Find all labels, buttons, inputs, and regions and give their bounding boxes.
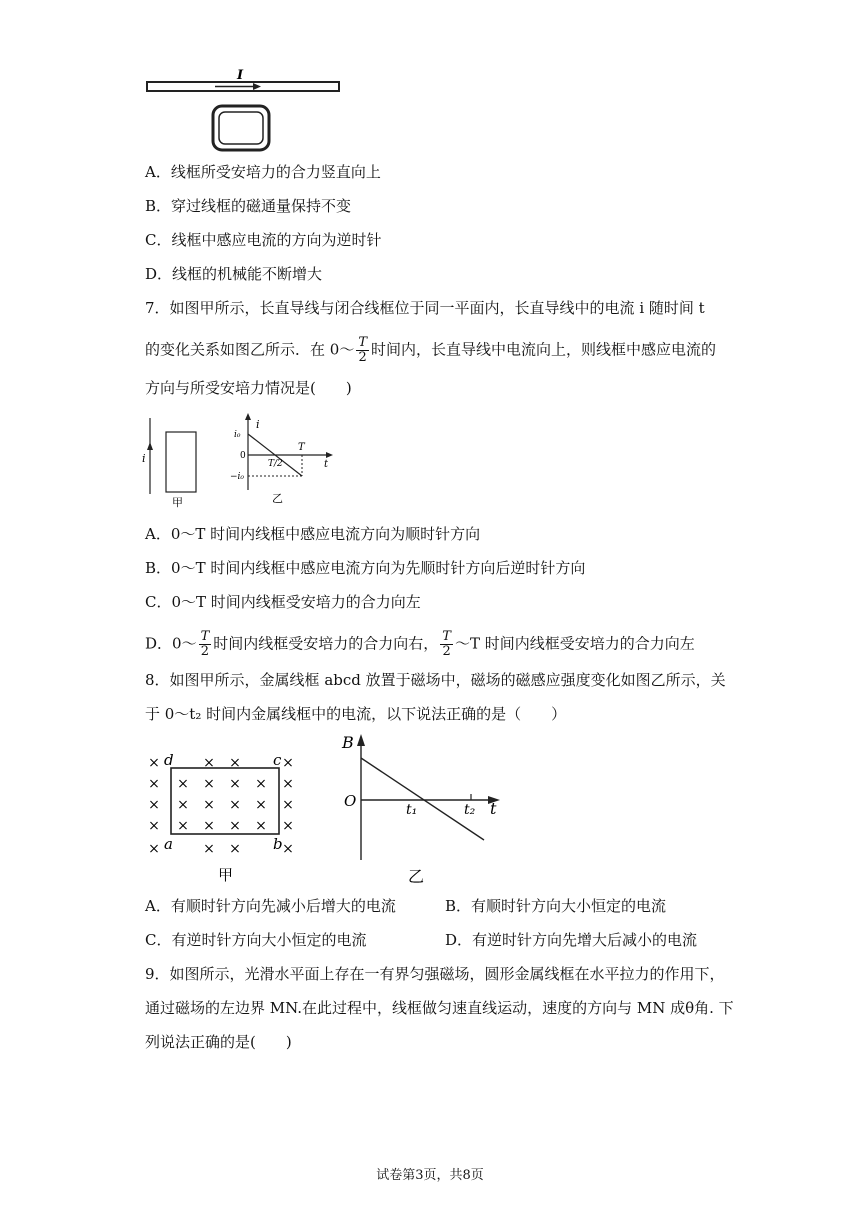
q6-option-a: A．线框所受安培力的合力竖直向上 [145, 163, 381, 181]
q8-option-b: B．有顺时针方向大小恒定的电流 [445, 897, 667, 915]
field-cross: × [203, 755, 215, 771]
q8-line-2: 于 0～t₂ 时间内金属线框中的电流，以下说法正确的是（ ） [145, 705, 567, 723]
field-cross: × [229, 841, 241, 857]
field-cross: × [255, 776, 267, 792]
i0-label: i₀ [234, 430, 241, 440]
q8-option-c: C．有逆时针方向大小恒定的电流 [145, 931, 367, 949]
q8-option-a: A．有顺时针方向先减小后增大的电流 [145, 897, 396, 915]
q7-line-1: 7．如图甲所示，长直导线与闭合线框位于同一平面内，长直导线中的电流 i 随时间 t [145, 299, 705, 317]
caption-jia: 甲 [172, 496, 183, 508]
q6-option-d: D．线框的机械能不断增大 [145, 265, 323, 283]
t-period-label: T [298, 442, 305, 453]
field-cross: × [177, 818, 189, 834]
current-label: I [237, 68, 244, 83]
field-cross: × [203, 797, 215, 813]
figure-q7-yi [228, 410, 338, 506]
field-cross: × [255, 818, 267, 834]
field-cross: × [177, 776, 189, 792]
caption-yi: 乙 [272, 492, 283, 505]
field-cross: × [203, 776, 215, 792]
t1-label: t₁ [406, 802, 418, 818]
field-cross: × [229, 755, 241, 771]
q9-line-2: 通过磁场的左边界 MN.在此过程中，线框做匀速直线运动，速度的方向与 MN 成θ角. 下 [145, 999, 734, 1017]
q7-option-a: A．0～T 时间内线框中感应电流方向为顺时针方向 [145, 525, 481, 543]
field-cross: × [282, 818, 294, 834]
half-t-label: T/2 [268, 459, 283, 469]
corner-c: c [273, 751, 282, 769]
page-footer: 试卷第3页，共8页 [376, 1168, 484, 1183]
q7-line-2 [145, 336, 716, 365]
field-cross: × [229, 818, 241, 834]
fraction-t-over-2: $\frac{T}{2}$ [358, 335, 367, 365]
q6-option-c: C．线框中感应电流的方向为逆时针 [145, 231, 382, 249]
field-cross: × [148, 818, 160, 834]
q7-line-2-post: 时间内，长直导线中电流向上，则线框中感应电流的 [371, 340, 717, 359]
figure-wire-and-loop [145, 66, 345, 154]
axis-i-label: i [256, 418, 260, 431]
field-cross: × [148, 776, 160, 792]
fraction-t-over-2: $\frac{T}{2}$ [200, 629, 210, 659]
field-cross: × [282, 841, 294, 857]
fraction-t-over-2: $\frac{T}{2}$ [442, 629, 451, 659]
axis-t-label: t [324, 459, 329, 470]
q7-line-2-pre: 的变化关系如图乙所示．在 0～ [145, 340, 355, 359]
axis-b-label: B [342, 733, 354, 752]
field-cross: × [148, 755, 160, 771]
caption-yi: 乙 [408, 867, 425, 886]
figure-q7-jia [140, 412, 210, 508]
caption-jia: 甲 [218, 866, 234, 884]
q6-option-b: B．穿过线框的磁通量保持不变 [145, 197, 352, 215]
figure-q8-jia [142, 742, 312, 888]
field-cross: × [282, 755, 294, 771]
q9-line-1: 9．如图所示，光滑水平面上存在一有界匀强磁场，圆形金属线框在水平拉力的作用下， [145, 965, 725, 983]
q7-option-b: B．0～T 时间内线框中感应电流方向为先顺时针方向后逆时针方向 [145, 559, 586, 577]
corner-b: b [273, 835, 283, 853]
field-cross: × [203, 818, 215, 834]
q7-option-d: D．0～ $\frac{T}{2}$ 时间内线框受安培力的合力向右， $\frac{T}{2}$ ～T 时间内线框受安培力的合力向左 [145, 629, 695, 659]
q8-option-d: D．有逆时针方向先增大后减小的电流 [445, 931, 698, 949]
field-cross: × [148, 797, 160, 813]
field-cross: × [255, 797, 267, 813]
field-cross: × [203, 841, 215, 857]
q9-line-3: 列说法正确的是( ) [145, 1033, 292, 1051]
field-cross: × [282, 797, 294, 813]
wire-i-label: i [142, 452, 146, 465]
zero-label: 0 [240, 451, 246, 461]
field-cross: × [282, 776, 294, 792]
field-cross: × [177, 797, 189, 813]
q7-line-3: 方向与所受安培力情况是( ) [145, 379, 352, 397]
q8-line-1: 8．如图甲所示，金属线框 abcd 放置于磁场中，磁场的磁感应强度变化如图乙所示，关 [145, 671, 726, 689]
figure-q8-yi [336, 730, 506, 890]
axis-t-label: t [490, 799, 497, 818]
origin-label: O [344, 792, 357, 810]
corner-a: a [164, 835, 173, 853]
corner-d: d [164, 751, 174, 769]
neg-i0-label: −i₀ [230, 472, 245, 482]
field-cross: × [148, 841, 160, 857]
field-cross: × [229, 776, 241, 792]
field-cross: × [229, 797, 241, 813]
t2-label: t₂ [464, 802, 476, 818]
q7-option-c: C．0～T 时间内线框受安培力的合力向左 [145, 593, 421, 611]
